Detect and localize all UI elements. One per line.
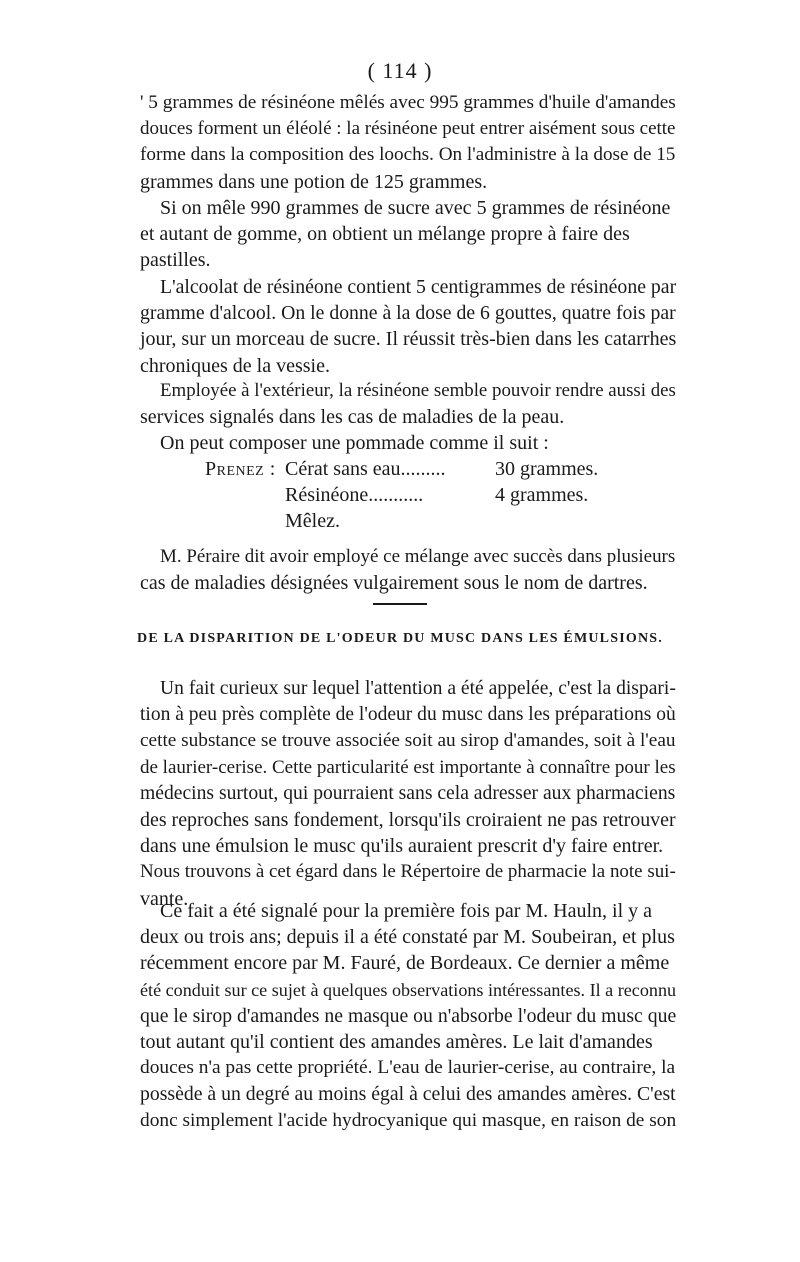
text-line: pastilles.: [140, 249, 211, 272]
text-line: donc simplement l'acide hydrocyanique qui masque, en raison de son: [140, 1109, 677, 1131]
paragraph-exterieur: [140, 378, 676, 430]
text-line: médecins surtout, qui pourraient sans cela adresser aux pharmaciens: [140, 782, 676, 804]
recipe-ingredient: Résinéone...........: [285, 484, 424, 507]
page-number: ( 114 ): [367, 58, 433, 83]
paragraph-musc-details: [140, 898, 676, 1134]
paragraph-peraire: [140, 544, 676, 596]
text-line: vante.: [140, 887, 189, 910]
text-line: de laurier-cerise. Cette particularité est importante à connaître pour les: [140, 756, 676, 778]
recipe: [205, 456, 625, 535]
recipe-ingredient: Cérat sans eau.........: [285, 458, 446, 480]
text-line: été conduit sur ce sujet à quelques observations intéressantes. Il a reconnu: [140, 979, 677, 1000]
text-line: M. Péraire dit avoir employé ce mélange avec succès dans plusieurs: [160, 546, 676, 567]
text-line: Si on mêle 990 grammes de sucre avec 5 grammes de résinéone: [160, 197, 671, 219]
paragraph-pastilles: [140, 195, 676, 274]
recipe-row: [205, 508, 625, 534]
text-line: deux ou trois ans; depuis il a été constaté par M. Soubeiran, et plus: [140, 926, 675, 949]
section-heading: DE LA DISPARITION DE L'ODEUR DU MUSC DANS LES ÉMULSIONS.: [137, 631, 663, 646]
text-line: des reproches sans fondement, lorsqu'ils croiraient ne pas retrouver: [140, 809, 676, 832]
paragraph-musc-intro: [140, 676, 676, 912]
recipe-row: [205, 482, 625, 508]
text-line: dans une émulsion le musc qu'ils auraient prescrit d'y faire entrer.: [140, 835, 664, 858]
text-line: Employée à l'extérieur, la résinéone semble pouvoir rendre aussi des: [160, 380, 676, 401]
text-line: tion à peu près complète de l'odeur du musc dans les préparations où: [140, 704, 676, 726]
section-divider: [373, 603, 427, 605]
text-line: tout autant qu'il contient des amandes amères. Le lait d'amandes: [140, 1031, 653, 1054]
text-line: cas de maladies désignées vulgairement sous le nom de dartres.: [140, 572, 648, 595]
text-line: douces forment un éléolé : la résinéone peut entrer aisément sous cette: [140, 118, 676, 140]
text-line: Un fait curieux sur lequel l'attention a été appelée, c'est la dispari-: [160, 678, 676, 699]
paragraph-alcoolat: [140, 274, 676, 379]
text-line: jour, sur un morceau de sucre. Il réussit très-bien dans les catarrhes: [140, 328, 677, 351]
text-line: services signalés dans les cas de maladies de la peau.: [140, 406, 565, 429]
recipe-closing: Mêlez.: [285, 510, 340, 533]
text-line: Ce fait a été signalé pour la première fois par M. Hauln, il y a: [160, 900, 653, 922]
text-line: récemment encore par M. Fauré, de Bordeaux. Ce dernier a même: [140, 952, 670, 975]
recipe-quantity: 4 grammes.: [495, 484, 589, 507]
paragraph-eleole: [140, 90, 676, 195]
text-line: douces n'a pas cette propriété. L'eau de laurier-cerise, au contraire, la: [140, 1057, 676, 1079]
recipe-quantity: 30 grammes.: [495, 458, 599, 480]
recipe-row: [205, 456, 625, 482]
text-line: Nous trouvons à cet égard dans le Répertoire de pharmacie la note sui-: [140, 861, 676, 883]
text-line: cette substance se trouve associée soit au sirop d'amandes, soit à l'eau: [140, 730, 676, 752]
text-line: que le sirop d'amandes ne masque ou n'absorbe l'odeur du musc que: [140, 1004, 677, 1027]
text-line: gramme d'alcool. On le donne à la dose de 6 gouttes, quatre fois par: [140, 302, 676, 325]
text-line: L'alcoolat de résinéone contient 5 centigrammes de résinéone par: [160, 276, 677, 298]
recipe-lead: Prenez :: [205, 458, 276, 480]
text-line: chroniques de la vessie.: [140, 354, 330, 377]
text-line: On peut composer une pommade comme il suit :: [160, 432, 549, 454]
text-line: grammes dans une potion de 125 grammes.: [140, 170, 488, 193]
paragraph-pommade-intro: [140, 430, 676, 456]
text-line: ' 5 grammes de résinéone mêlés avec 995 grammes d'huile d'amandes: [140, 92, 676, 113]
text-line: possède à un degré au moins égal à celui des amandes amères. C'est: [140, 1083, 676, 1106]
text-line: et autant de gomme, on obtient un mélange propre à faire des: [140, 223, 630, 246]
text-line: forme dans la composition des loochs. On l'administre à la dose de 15: [140, 144, 676, 166]
